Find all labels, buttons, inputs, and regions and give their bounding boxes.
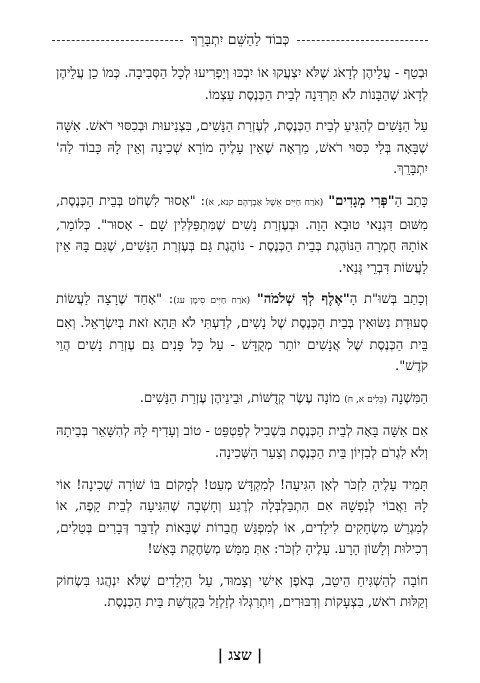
- running-header: [52, 30, 428, 50]
- paragraph-6: [56, 421, 428, 464]
- header-title: כְּבוֹד לַהַשֵּׁם יִתְבָּרֵךְ: [190, 31, 290, 48]
- cited-work-title: "אֶלֶף לְךָ שְׁלֹמֹה": [256, 292, 350, 308]
- paragraph-7: [56, 475, 428, 561]
- paragraph-text: וּבְטֵף - עֲלֵיהֶן לְדָאֹג שֶׁלֹּא יִצְעֲקוּ אוֹ יִבְכּוּ וְיַפְרִיעוּ לְכָל הַסְּבִיבָה. כְּמוֹ כֵן עֲלֵיהֶן לְדָאֹג שֶׁהַבָּנוֹת לֹא תַּרְדַּנָה לְבֵית הַכְּנֶסֶת עַצְמוֹ.: [56, 66, 428, 103]
- paragraph-lead: הַמִּשְׁנָה: [391, 390, 428, 406]
- paragraph-8: [56, 571, 428, 614]
- header-rule-right: [297, 40, 428, 41]
- paragraph-text: מוֹנָה עֶשֶׂר קְדֻשּׁוֹת, וּבֵינֵיהֶן עֶזְרַת הַנָּשִׁים.: [139, 390, 345, 406]
- header-rule-left: [52, 40, 183, 41]
- paragraph-1: [56, 63, 428, 106]
- paragraph-text: : "אָסוּר לִשְׁחֹט בְּבֵית הַכְּנֶסֶת, מִשּׁוּם דִּגְנַאי טוּבָא הָוֵה. וּבְעֶזְרַת נָשִׁים שֶׁמִּתְפַּלְּלִין שָׁם - אָסוּר". כְּלוֹמַר, אוֹתָהּ חֻמְרָה הַנּוֹהֶגֶת בְּבֵית הַכְּנֶסֶת - נוֹהֶגֶת גַּם בְּעֶזְרַת הַנָּשִׁים, שֶׁגַּם בָּהּ אֵין לַעֲשׂוֹת דִּבְרֵי גְּנַאי.: [56, 193, 428, 276]
- paragraph-text: עַל הַנָּשִׁים לְהַגִּיעַ לְבֵית הַכְּנֶסֶת, לְעֶזְרַת הַנָּשִׁים, בִּצְנִיעוּת וּבְכִסּוּי רֹאשׁ. אִשָּׁה שֶׁבָּאָה בְּלִי כִּסּוּי רֹאשׁ, מַרְאָה שֶׁאֵין עָלֶיהָ מוֹרָא שְׁכִינָה וְאֵין לָהּ כָּבוֹד לַה' יִתְבָּרֵךְ.: [56, 119, 428, 178]
- paragraph-2: [56, 116, 428, 181]
- paragraph-5: [56, 388, 428, 412]
- page-number: | שצג |: [217, 646, 263, 664]
- cited-work-title: "פְּרִי מְגָדִים": [328, 193, 395, 209]
- source-reference: (כֵּלִים א, ח): [344, 394, 388, 405]
- paragraph-4: [56, 289, 428, 377]
- body-text: [56, 63, 428, 624]
- paragraph-text: : "אָחַד שֶׁרָצָה לַעֲשׂוֹת סְעוּדַת נִשּׂוּאִין בְּבֵית הַכְּנֶסֶת שֶׁל נָשִׁים, לְדַעְתִּי לֹא תֵּהָא זֹאת בְּיִשְׂרָאֵל. וְאִם בֵּית הַכְּנֶסֶת שֶׁל אֲנָשִׁים יוֹתֵר מְקֻדָּשׁ - עַל כָּל פָּנִים גַּם עֶזְרַת נָשִׁים הֲוֵי קֹדֶשׁ".: [56, 292, 428, 375]
- paragraph-text: תָּמִיד עָלֶיהָ לִזְכֹּר לְאָן הִגִּיעָה! לְמִקְדָּשׁ מְעַט! לְמָקוֹם בּוֹ שׁוֹרָה שְׁכִינָה! אוֹי לָהּ וַאֲבוֹי לְנַפְשָׁהּ אִם הִתְבַּלְבְּלָה לְרֶגַע וְחָשְׁבָה שֶׁהִגִּיעָה לְבֵית קָפֶה, אוֹ לְמִגְרַשׁ מִשְׂחָקִים לִילָדִים, אוֹ לְמִפְגַּשׁ חֲבֵרוֹת שֶׁבָּאוֹת לְדַבֵּר דְּבָרִים בְּטֵלִים, רְכִילוּת וְלָשׁוֹן הָרָע. עָלֶיהָ לִזְכֹּר: אַתְּ מַמָּשׁ מְשַׂחֶקֶת בָּאֵשׁ!: [56, 477, 428, 558]
- source-reference: (אֹרַח חַיִּים אֵשֶׁל אַבְרָהָם קנא, א): [205, 197, 324, 208]
- paragraph-3: [56, 191, 428, 279]
- source-reference: (אֹרַח חַיִּים סִימָן עג): [173, 296, 251, 307]
- paragraph-text: אִם אִשָּׁה בָּאָה לְבֵית הַכְּנֶסֶת בִּשְׁבִיל לְפַטְפֵּט - טוֹב וְעָדִיף לָהּ לְהִשָּׁאֵר בְּבֵיתָהּ וְלֹא לִגְרֹם לְבִזְיוֹן בֵּית הַכְּנֶסֶת וְצַעַר הַשְּׁכִינָה.: [56, 424, 428, 461]
- paragraph-lead: כָּתַב הַ: [394, 193, 428, 209]
- paragraph-text: חוֹבָה לְהַשְׁגִּיחַ הֵיטֵב, בְּאֹפֶן אִישִׁי וְצָמוּד, עַל הַיְלָדִים שֶׁלֹּא יִנְהֲגוּ בִּשְׂחוֹק וְקַלּוּת רֹאשׁ, בִּצְעָקוֹת וְדִבּוּרִים, וְיִתְרַגְּלוּ לְזַלְזֵל בִּקְדֻשַּׁת בֵּית הַכְּנֶסֶת.: [56, 573, 428, 611]
- paragraph-lead: וְכָתַב בְּשׁוּ"ת הָ: [349, 292, 428, 308]
